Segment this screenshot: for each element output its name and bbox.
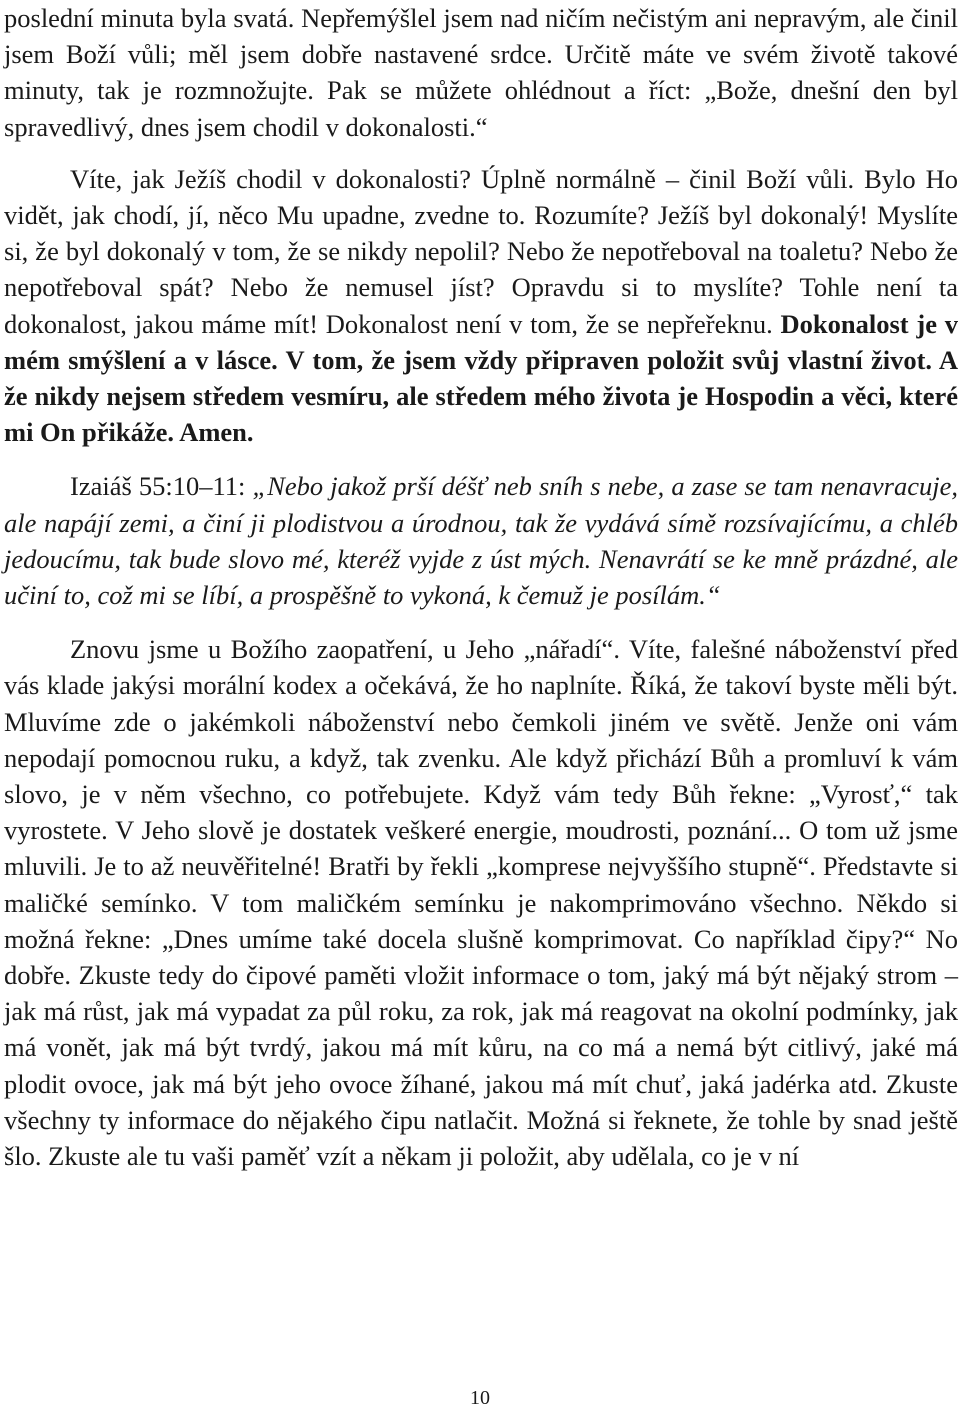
paragraph-continuation: poslední minuta byla svatá. Nepřemýšlel jsem nad ničím nečistým ani nepravým, ale činil jsem Boží vůli; měl jsem dobře nastavené srdce. Určitě máte ve svém životě takové minuty, tak je rozmnožujte. Pak se můžete ohlédnout a říct: „Bože, dnešní den byl spravedlivý, dnes jsem chodil v dokonalosti.“ [4, 3, 958, 142]
bold-statement: Dokonalost je v mém smýšlení a v lásce. V tom, že jsem vždy připraven položit svůj vlastní život. A že nikdy nejsem středem vesmíru, ale středem mého života je Hospodin a věci, které mi On přikáže. Amen. [4, 308, 959, 448]
scripture-text: „Nebo jakož prší déšť neb sníh s nebe, a zase se tam nenavracuje, ale napájí zemi, a činí ji plodistvou a úrodnou, tak že vydává símě rozsívajícímu, a chléb jedoucímu, tak bude slovo mé, kteréž vyjde z úst mých. Nenavrátí se ke mně prázdné, ale učiní to, což mi se líbí, a prospěšně to vykoná, k čemuž je posílám.“ [4, 471, 959, 611]
page-number: 10 [470, 1387, 490, 1409]
paragraph-provision: Znovu jsme u Božího zaopatření, u Jeho „nářadí“. Víte, falešné náboženství před vás klade jakýsi morální kodex a očekává, že ho naplníte. Říká, že takoví byste měli být. Mluvíme zde o jakémkoli náboženství nebo čemkoli jiném ve světě. Jenže oni vám nepodají pomocnou ruku, a když, tak zvenku. Ale když přichází Bůh a promluví k vám slovo, je v něm všechno, co potřebujete. Když vám tedy Bůh řekne: „Vyrosť,“ tak vyrostete. V Jeho slově je dostatek veškeré energie, moudrosti, poznání... O tom už jsme mluvili. Je to až neuvěřitelné! Bratři by řekli „komprese nejvyššího stupně“. Představte si maličké semínko. V tom maličkém semínku je nakomprimováno všechno. Někdo si možná řekne: „Dnes umíme také docela slušně komprimovat. Co například čipy?“ No dobře. Zkuste tedy do čipové paměti vložit informace o tom, jaký má být nějaký strom – jak má růst, jak má vypadat za půl roku, za rok, jak má reagovat na okolní podmínky, jak má vonět, jak má být tvrdý, jakou má mít kůru, na co má a nemá být citlivý, jaké má plodit ovoce, jak má být jeho ovoce žíhané, jakou má mít chuť, jaká jadérka atd. Zkuste všechny ty informace do nějakého čipu natlačit. Možná si řeknete, že tohle by snad ještě šlo. Zkuste ale tu vaši paměť vzít a někam ji položit, aby udělala, co je v ní [4, 634, 958, 1172]
scripture-reference: Izaiáš 55:10–11: [70, 471, 246, 502]
scripture-quote [4, 468, 958, 613]
paragraph-text: Víte, jak Ježíš chodil v dokonalosti? Úplně normálně – činil Boží vůli. Bylo Ho vidět, jak chodí, jí, něco Mu upadne, zvedne to. Rozumíte? Ježíš byl dokonalý! Myslíte si, že byl dokonalý v tom, že se nikdy nepolil? Nebo že nepotřeboval na toaletu? Nebo že nepotřeboval spát? Nebo že nemusel jíst? Opravdu si to myslíte? Tohle není ta dokonalost, jakou máme mít! Dokonalost není v tom, že se nepřeřeknu. [4, 163, 958, 339]
document-page [4, 0, 958, 1174]
paragraph-perfection [4, 161, 958, 451]
